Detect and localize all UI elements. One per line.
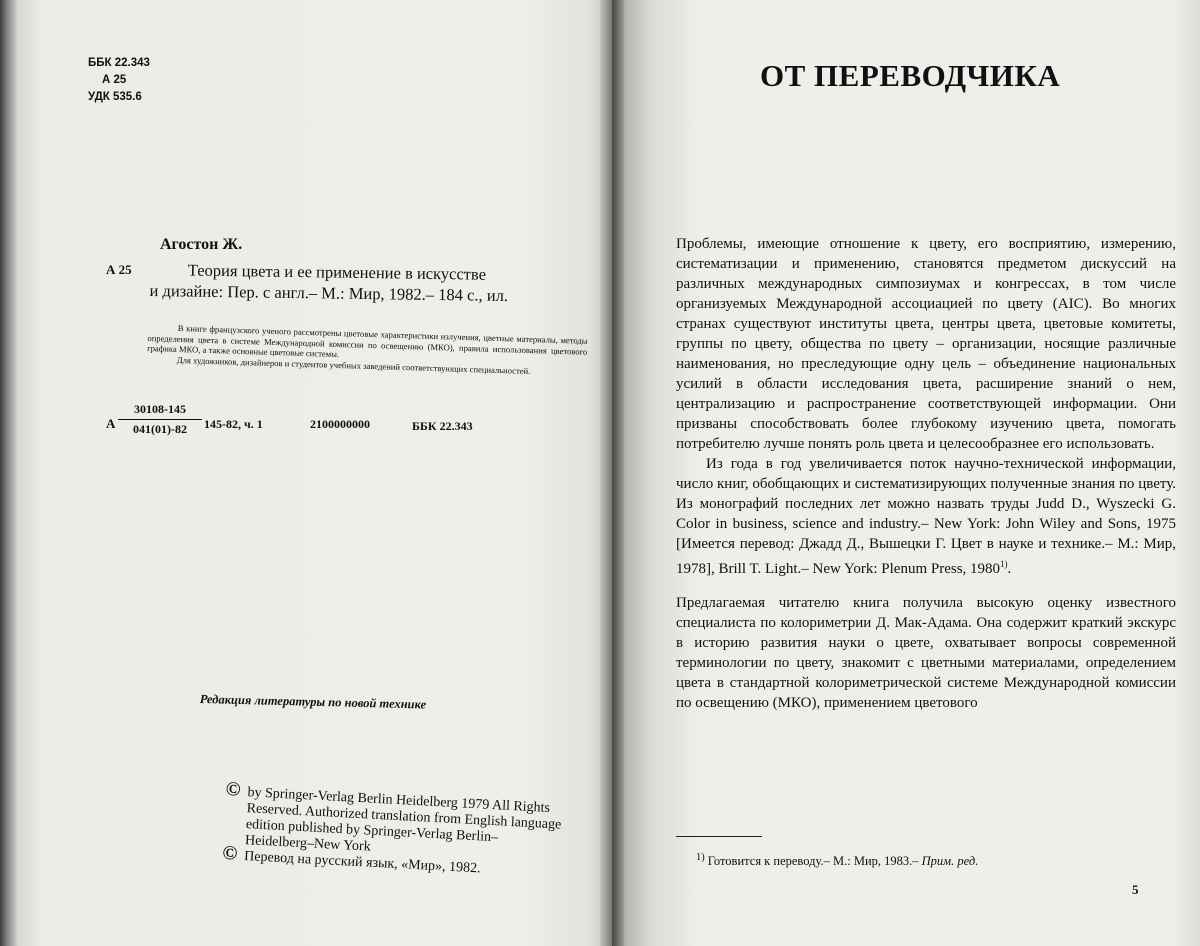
footnote-divider	[676, 836, 762, 837]
title-line-2: и дизайне: Пер. с англ.– М.: Мир, 1982.– 184 с., ил.	[149, 280, 509, 306]
index-code: 2100000000	[310, 417, 370, 431]
annotation-para-1: В книге французского ученого рассмотрены цветовые характеристики излучения, цветные материалы, методы определения цвета в системе Международной комиссии по освещению (МКО), правила использования цветового графика МКО, а также основные цветовые системы.	[147, 322, 588, 360]
catalog-code: А 25	[106, 262, 132, 277]
copyright-icon: ©	[225, 778, 242, 801]
page-title: ОТ ПЕРЕВОДЧИКА	[760, 58, 1061, 93]
index-bbk: ББК 22.343	[412, 419, 473, 433]
footnote-editor-note: Прим. ред.	[921, 854, 979, 869]
preface-para-2-end: .	[1007, 561, 1012, 577]
index-denominator: 041(01)-82	[133, 422, 187, 436]
author-mark: А 25	[102, 74, 127, 86]
bbk-code: ББК 22.343	[88, 57, 150, 69]
annotation	[147, 322, 588, 378]
classification-codes	[88, 55, 150, 106]
udk-code: УДК 535.6	[88, 91, 142, 103]
index-prefix: А	[106, 416, 116, 431]
copyright-icon: ©	[221, 841, 238, 865]
annotation-para-2: Для художников, дизайнеров и студентов учебных заведений соответствующих специальностей.	[176, 354, 531, 376]
copyright-original-text: by Springer-Verlag Berlin Heidelberg 1979 All Rights Reserved. Authorized translation from English language edition published by Springer-Verlag Berlin–Heidelberg–New York	[244, 785, 562, 855]
title-line-1: Теория цвета и ее применение в искусстве	[187, 260, 487, 284]
index-fraction	[118, 402, 202, 437]
footnote-mark: 1)	[696, 852, 705, 863]
preface-para-2-text: Из года в год увеличивается поток научно-технической информации, число книг, обобщающих и систематизирующих полученные знания по цвету. Из монографий последних лет можно назвать труды Judd D., Wyszecki G. Color in business, science and industry.– New York: John Wiley and Sons, 1975 [Имеется перевод: Джадд Д., Вышецки Г. Цвет в науке и технике.– М.: Мир, 1978], Brill T. Light.– New York: Plenum Press, 1980	[676, 456, 1176, 577]
footnote-text: Готовится к переводу.– М.: Мир, 1983.–	[707, 854, 919, 869]
page-number: 5	[1132, 882, 1139, 897]
index-series: 145-82, ч. 1	[204, 417, 263, 431]
footnote-ref: 1)	[1000, 559, 1008, 569]
copyright-translation-text: Перевод на русский язык, «Мир», 1982.	[243, 849, 481, 877]
author-name: Агостон Ж.	[160, 236, 243, 253]
editorial-office: Редакция литературы по новой технике	[199, 692, 427, 712]
index-numerator: 30108-145	[118, 402, 202, 420]
book-gutter	[600, 0, 624, 946]
bibliographic-entry	[149, 259, 590, 307]
preface-para-3: Предлагаемая читателю книга получила высокую оценку известного специалиста по колориметрии Д. Мак-Адама. Она содержит краткий экскурс в историю развития науки о цвете, охватывает вопросы современной терминологии по цвету, знакомит с цветными материалами, определением цвета в стандартной колориметрической системе Международной комиссии по освещению (МКО), применением цветового	[676, 595, 1176, 711]
right-page	[612, 0, 1200, 946]
copyright-block	[221, 778, 566, 882]
preface-body	[676, 234, 1176, 713]
preface-para-1: Проблемы, имеющие отношение к цвету, его восприятию, измерению, систематизации и применению, становятся предметом дискуссий на различных международных симпозиумах и конгрессах, в том числе организуемых Международной ассоциацией по цвету (AIC). Во многих странах существуют институты цвета, центры цвета, цветовые комитеты, группы по цвету, общества по цвету – организации, носящие различные наименования, но преследующие одну цель – объединение национальных усилий в области исследования цвета, расширение знаний о нем, централизацию и распространение соответствующей информации. Они призваны способствовать более глубокому изучению цвета, помогать потребителю лучше понять роль цвета и целесообразнее его использовать.	[676, 236, 1176, 452]
footnote	[696, 852, 978, 869]
preface-para-2	[676, 454, 1176, 579]
